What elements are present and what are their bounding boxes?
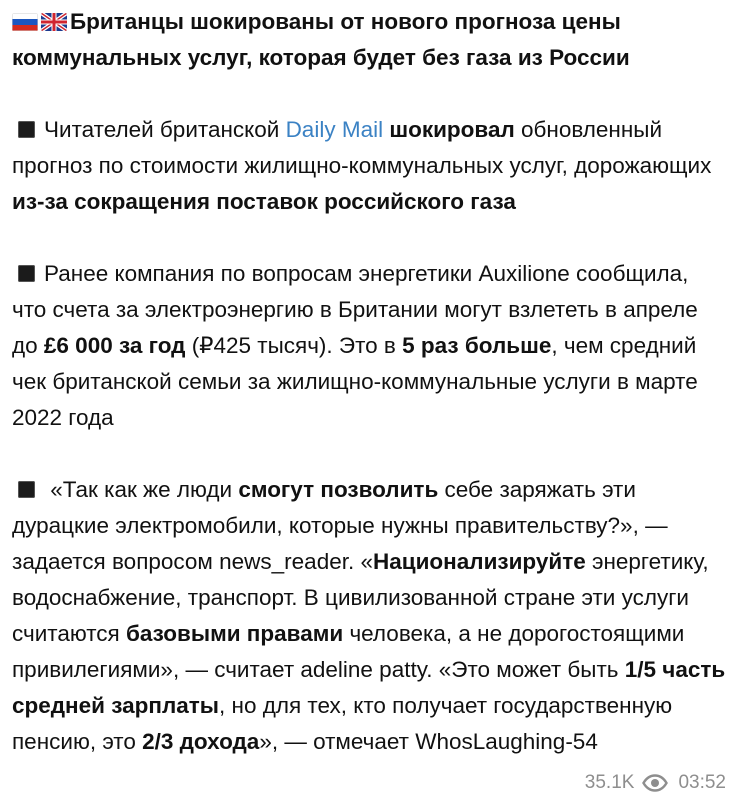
p3-text-a: «Так как же люди — [44, 477, 239, 502]
p1-text-a: Читателей британской — [44, 117, 286, 142]
uk-flag-icon — [41, 13, 67, 31]
view-count: 35.1K — [584, 772, 635, 793]
p3-bold-f: базовыми правами — [125, 621, 344, 646]
black-square-icon — [18, 121, 35, 138]
p3-bold-h: 1/5 часть средней зарплаты — [12, 657, 726, 718]
post-time: 03:52 — [678, 772, 726, 793]
p3-bold-b: смогут позволить — [238, 477, 439, 502]
russia-flag-icon — [12, 13, 38, 31]
p2-bold-b: £6 000 за год — [43, 333, 186, 358]
p1-bold-e: из-за сокращения поставок российского газа — [12, 189, 516, 214]
p1-text-d: обновленный прогноз по стоимости жилищно-коммунальных услуг, дорожающих — [12, 117, 712, 178]
p2-text-a: Ранее компания по вопросам энергетики Auxilione сообщила, что счета за электроэнергию в Британии могут взлететь в апреле до — [12, 261, 698, 358]
p3-text-g: человека, а не дорогостоящими привилегиями», — считает adeline patty. «Это может быть — [12, 621, 685, 682]
black-square-icon — [18, 481, 35, 498]
paragraph-2 — [12, 256, 726, 436]
post-meta — [585, 770, 726, 796]
eye-icon — [642, 774, 668, 792]
paragraph-3 — [12, 472, 726, 760]
p3-text-i: , но для тех, кто получает государственную пенсию, это — [12, 693, 673, 754]
p3-text-k: », — отмечает WhosLaughing-54 — [259, 729, 598, 754]
p3-text-c: себе заряжать эти дурацкие электромобили, которые нужны правительству?», — задается вопросом news_reader. « — [12, 477, 668, 574]
p2-text-e: , чем средний чек британской семьи за жилищно-коммунальные услуги в марте 2022 года — [12, 333, 698, 430]
headline-text: Британцы шокированы от нового прогноза цены коммунальных услуг, которая будет без газа из России — [12, 9, 630, 70]
p1-bold-c: шокировал — [389, 117, 515, 142]
p2-text-c: (₽425 тысяч). Это в — [185, 333, 403, 358]
p3-text-e: энергетику, водоснабжение, транспорт. В цивилизованной стране эти услуги считаются — [12, 549, 709, 646]
daily-mail-link[interactable]: Daily Mail — [285, 117, 384, 142]
p3-bold-d: Национализируйте — [373, 549, 586, 574]
post-headline — [12, 4, 726, 76]
black-square-icon — [18, 265, 35, 282]
p2-bold-d: 5 раз больше — [402, 333, 552, 358]
p3-bold-j: 2/3 дохода — [142, 729, 260, 754]
paragraph-1 — [12, 112, 726, 220]
